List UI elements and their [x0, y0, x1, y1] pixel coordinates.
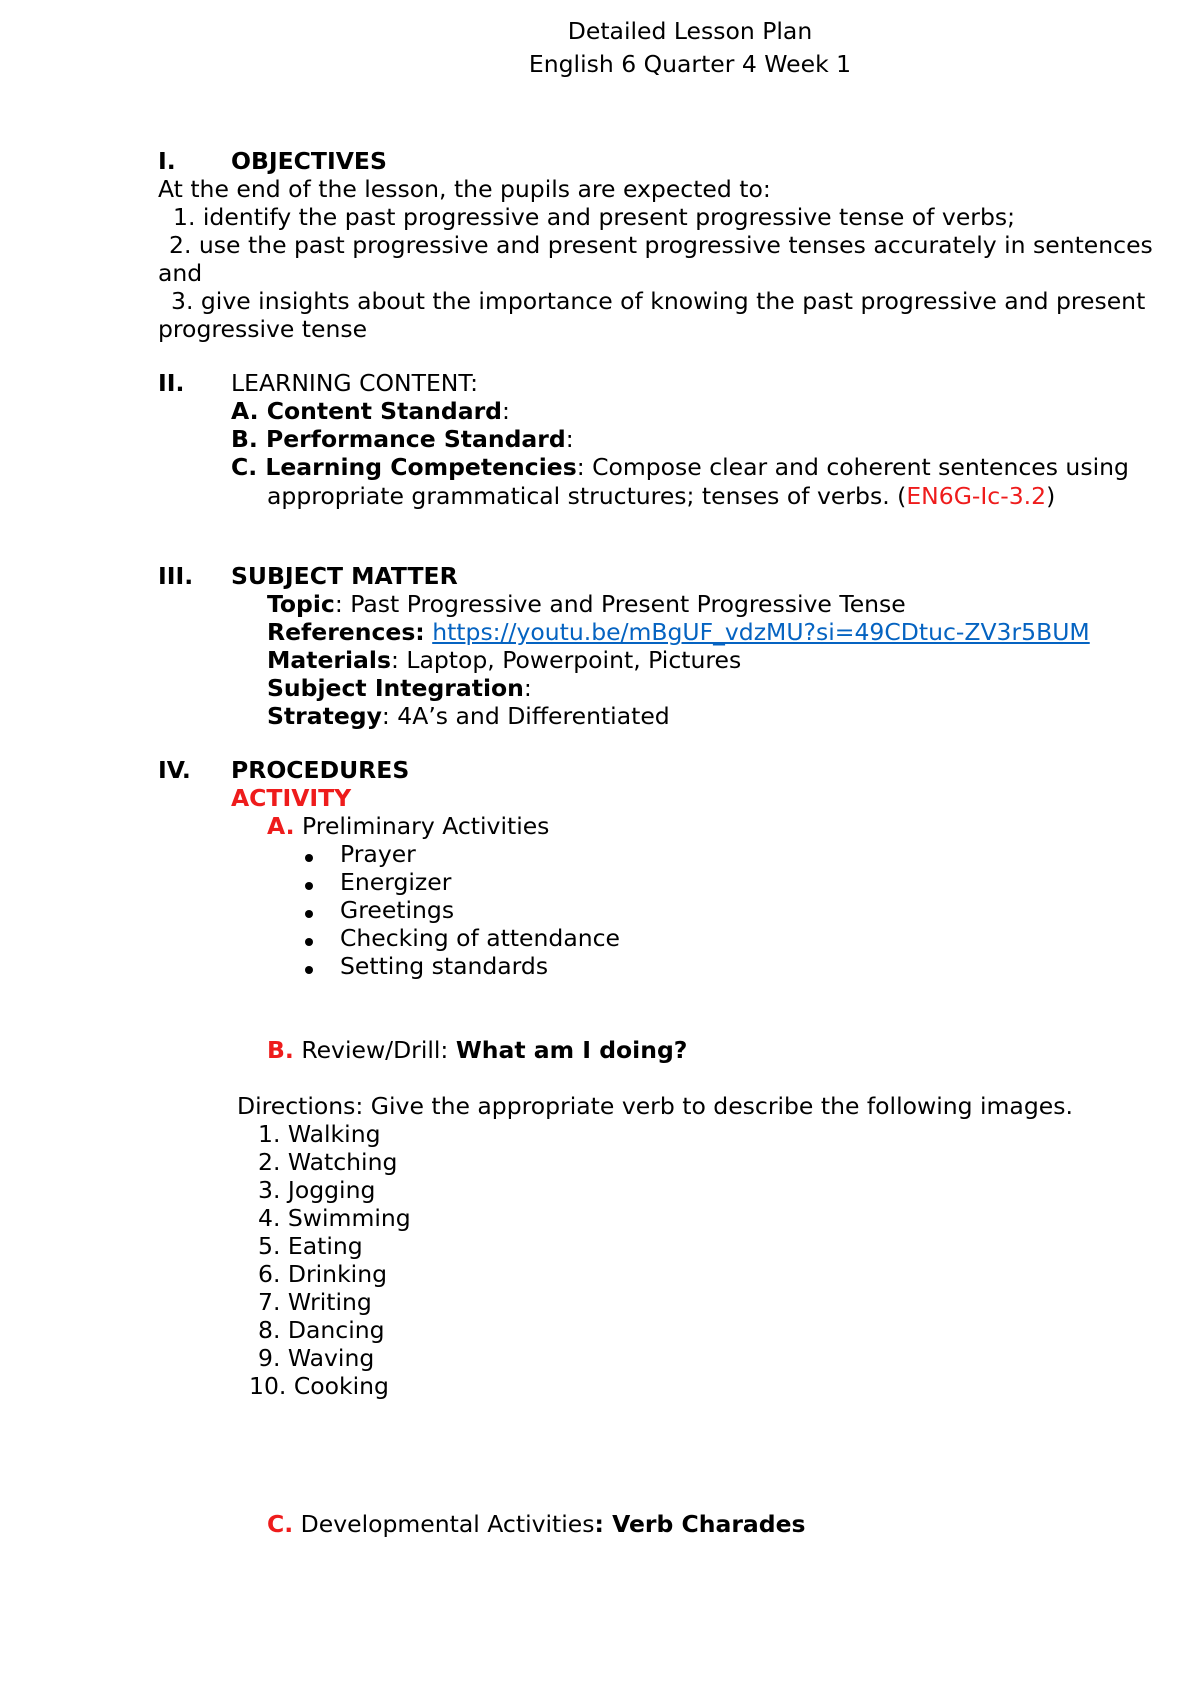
review-label: Review/Drill: — [301, 1036, 456, 1064]
list-item: Prayer — [340, 840, 416, 868]
preliminary-label: Preliminary Activities — [302, 812, 550, 840]
developmental-label: Developmental Activities — [300, 1510, 595, 1538]
section-numeral: I. — [158, 147, 176, 175]
bullet-icon — [305, 910, 313, 918]
preliminary-letter: A. — [267, 812, 295, 840]
drill-item: 6. Drinking — [258, 1260, 388, 1288]
topic-label: Topic — [267, 590, 335, 618]
content-standard-value: : — [502, 397, 510, 425]
developmental-activities-line — [267, 1510, 806, 1538]
strategy-value: : 4A’s and Differentiated — [381, 702, 670, 730]
objective-item: 1. identify the past progressive and present progressive tense of verbs; — [173, 203, 1016, 231]
topic-line — [267, 590, 906, 618]
section-heading-procedures: PROCEDURES — [231, 756, 410, 784]
learning-competencies-line — [231, 453, 1129, 481]
drill-item: 3. Jogging — [258, 1176, 376, 1204]
subject-integration-value: : — [523, 674, 532, 702]
topic-value: : Past Progressive and Present Progressive Tense — [334, 590, 906, 618]
strategy-line — [267, 702, 670, 730]
learning-competencies-label: C. Learning Competencies — [231, 453, 577, 481]
performance-standard-line — [231, 425, 574, 453]
references-label: References: — [267, 618, 425, 646]
competency-text: appropriate grammatical structures; tenses of verbs. ( — [267, 482, 907, 510]
drill-item: 10. Cooking — [249, 1372, 389, 1400]
objective-item: 2. use the past progressive and present progressive tenses accurately in sentences — [169, 231, 1153, 259]
preliminary-activities-line — [267, 812, 549, 840]
performance-standard-label: B. Performance Standard — [231, 425, 566, 453]
section-numeral: IV. — [158, 756, 191, 784]
list-item: Energizer — [340, 868, 452, 896]
materials-label: Materials — [267, 646, 391, 674]
drill-item: 4. Swimming — [258, 1204, 411, 1232]
review-drill-line — [267, 1036, 687, 1064]
objective-item: 3. give insights about the importance of knowing the past progressive and present — [171, 287, 1146, 315]
references-line — [267, 618, 1090, 646]
developmental-letter: C. — [267, 1510, 294, 1538]
section-heading-learning-content: LEARNING CONTENT: — [231, 369, 479, 397]
section-heading-subject-matter: SUBJECT MATTER — [231, 562, 458, 590]
bullet-icon — [305, 966, 313, 974]
subject-integration-label: Subject Integration — [267, 674, 524, 702]
bullet-icon — [305, 854, 313, 862]
section-heading-objectives: OBJECTIVES — [231, 147, 387, 175]
bullet-icon — [305, 938, 313, 946]
subject-integration-line — [267, 674, 532, 702]
drill-item: 9. Waving — [258, 1344, 375, 1372]
objectives-intro: At the end of the lesson, the pupils are expected to: — [158, 175, 771, 203]
drill-item: 5. Eating — [258, 1232, 363, 1260]
section-numeral: II. — [158, 369, 185, 397]
bullet-icon — [305, 882, 313, 890]
list-item: Greetings — [340, 896, 455, 924]
learning-competencies-value: : Compose clear and coherent sentences using — [576, 453, 1129, 481]
document-subtitle: English 6 Quarter 4 Week 1 — [528, 50, 852, 78]
materials-value: : Laptop, Powerpoint, Pictures — [390, 646, 742, 674]
competency-code: EN6G-Ic-3.2 — [906, 482, 1047, 510]
content-standard-label: A. Content Standard — [231, 397, 503, 425]
drill-item: 1. Walking — [258, 1120, 381, 1148]
developmental-title: : Verb Charades — [594, 1510, 806, 1538]
objective-item-continuation: progressive tense — [158, 315, 368, 343]
activity-heading: ACTIVITY — [231, 784, 352, 812]
references-link[interactable]: https://youtu.be/mBgUF_vdzMU?si=49CDtuc-ZV3r5BUM — [432, 618, 1090, 646]
content-standard-line — [231, 397, 510, 425]
directions-text: Directions: Give the appropriate verb to describe the following images. — [237, 1092, 1073, 1120]
drill-item: 8. Dancing — [258, 1316, 385, 1344]
learning-competencies-continuation — [267, 482, 1055, 510]
drill-item: 2. Watching — [258, 1148, 398, 1176]
document-title: Detailed Lesson Plan — [567, 17, 813, 45]
competency-close: ) — [1046, 482, 1056, 510]
materials-line — [267, 646, 741, 674]
objective-item-continuation: and — [158, 259, 203, 287]
list-item: Setting standards — [340, 952, 549, 980]
review-title: What am I doing? — [455, 1036, 688, 1064]
section-numeral: III. — [158, 562, 194, 590]
drill-item: 7. Writing — [258, 1288, 372, 1316]
strategy-label: Strategy — [267, 702, 382, 730]
review-letter: B. — [267, 1036, 294, 1064]
performance-standard-value: : — [565, 425, 574, 453]
list-item: Checking of attendance — [340, 924, 620, 952]
